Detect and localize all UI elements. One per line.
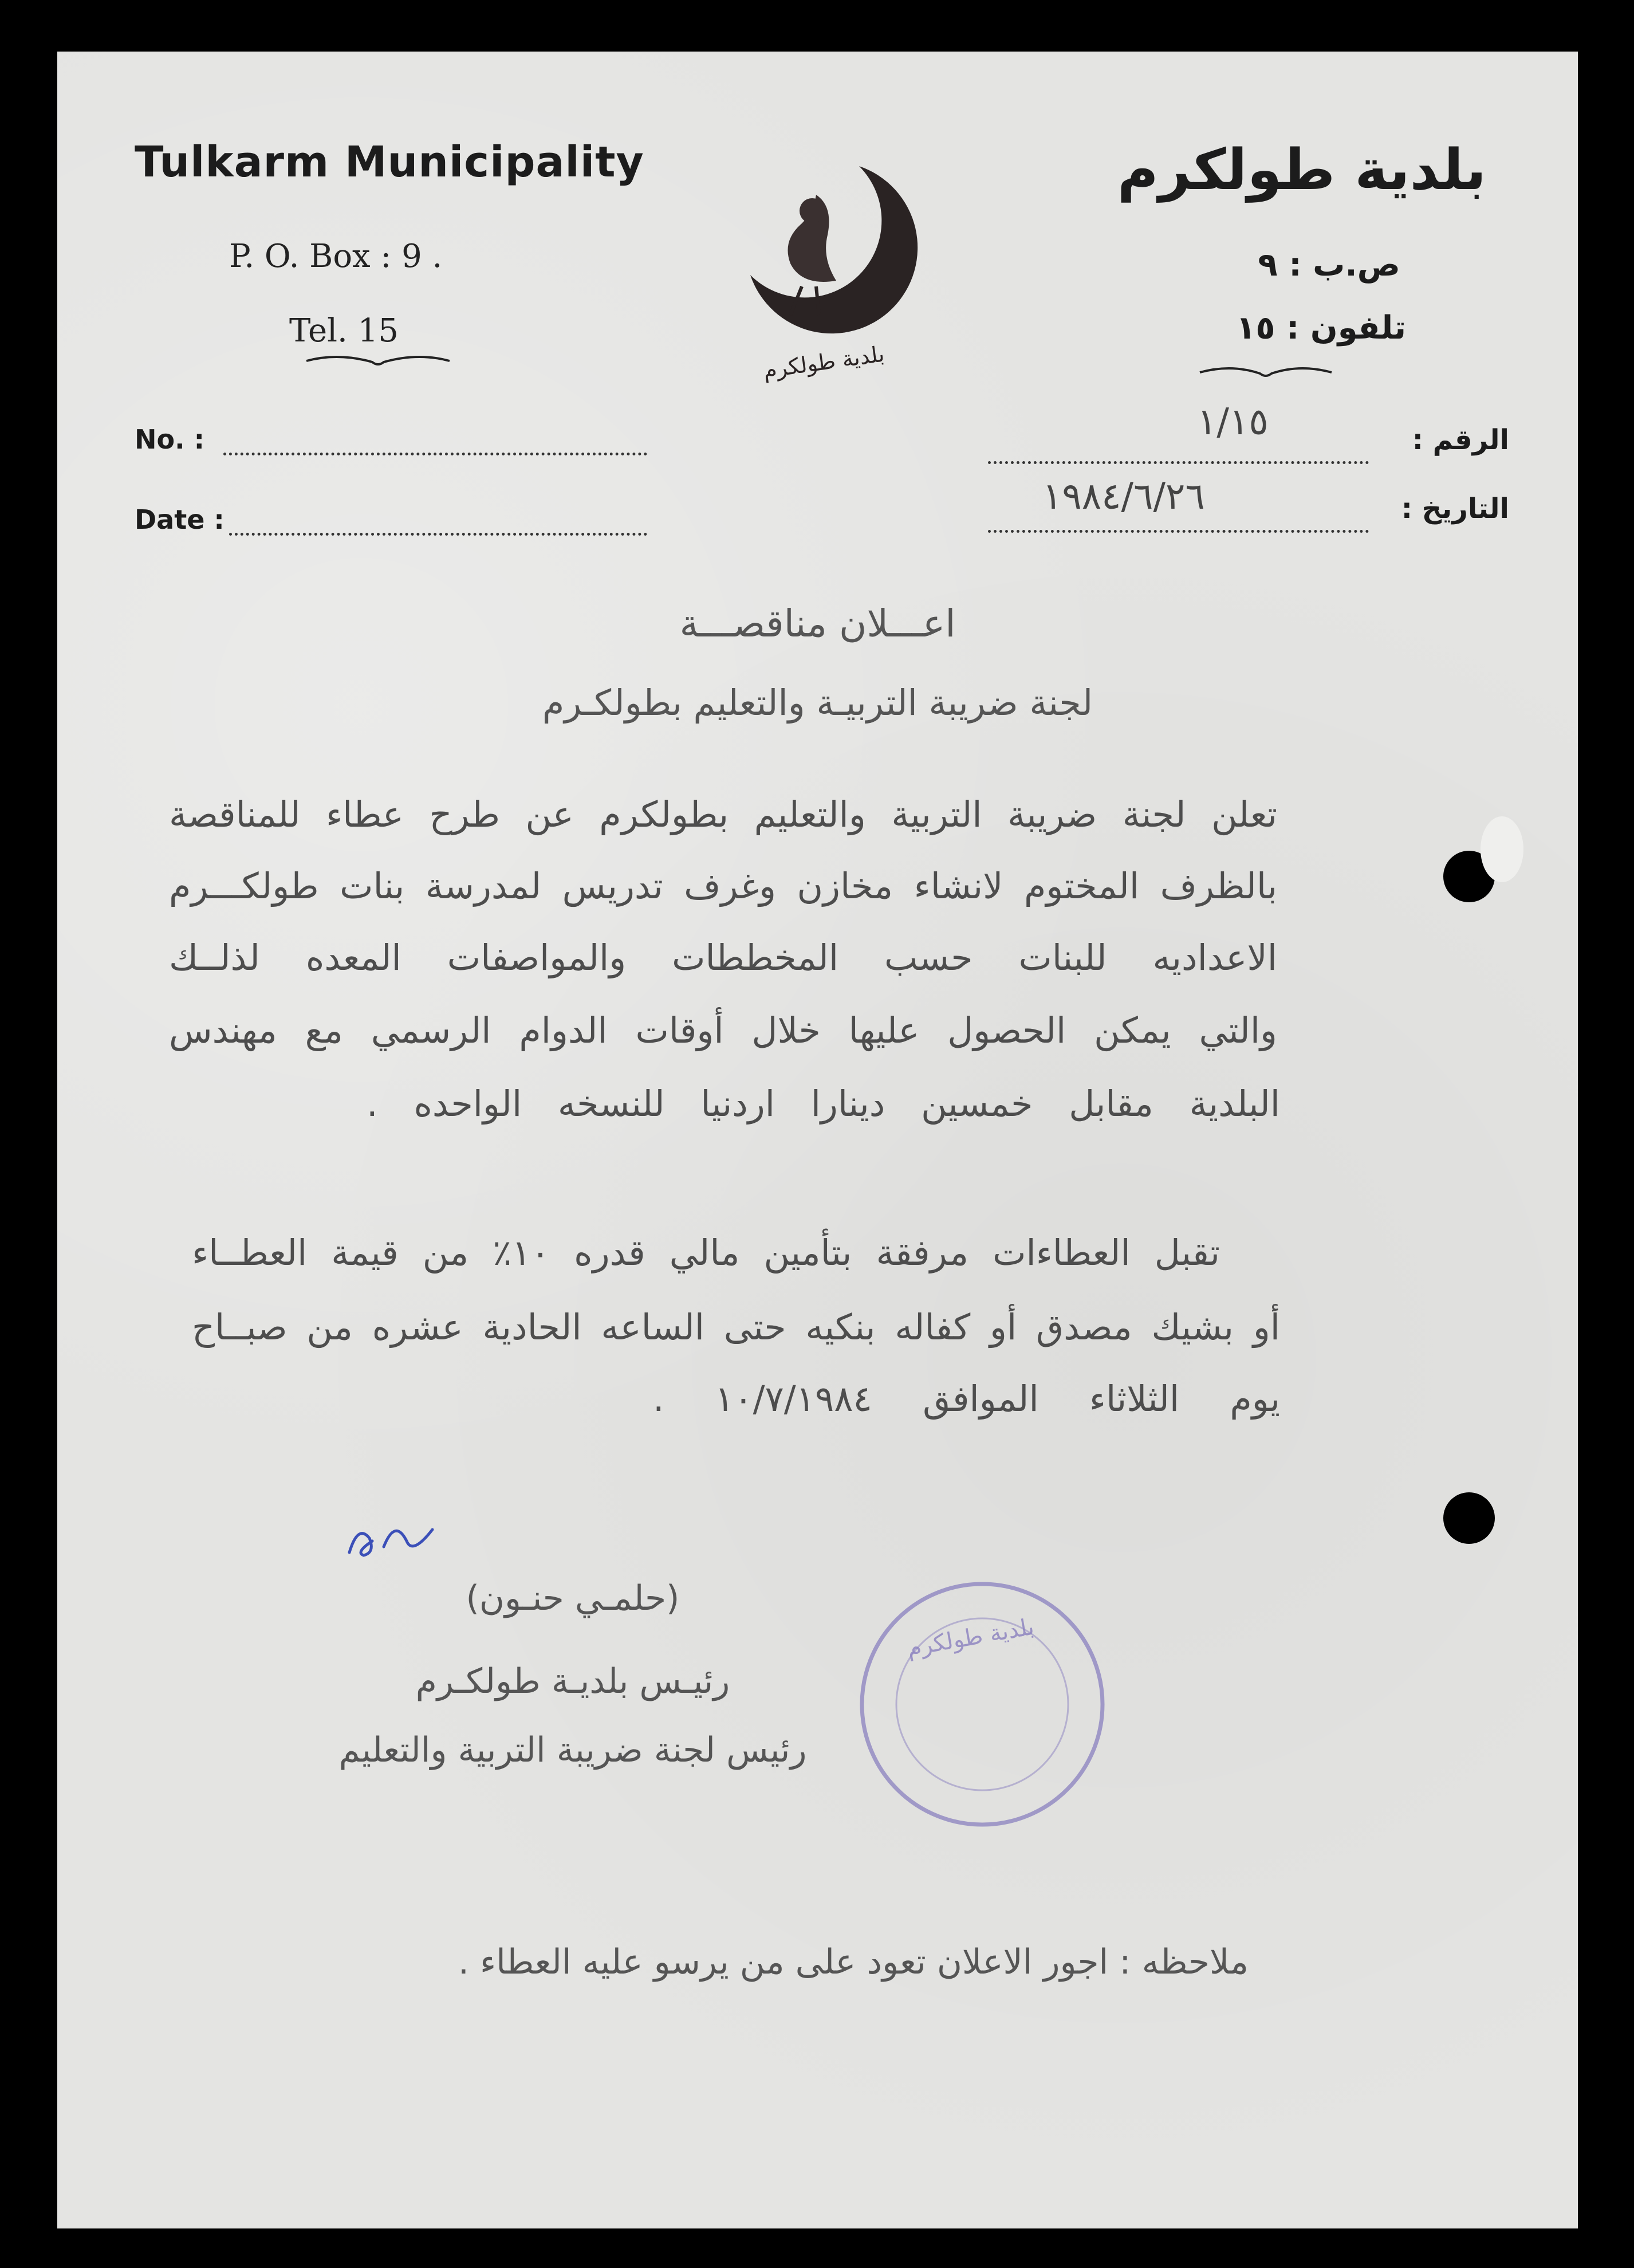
date-line bbox=[229, 533, 647, 536]
arabic-po-box: ص.ب : ٩ bbox=[1258, 246, 1400, 284]
stamp-text: بلدية طولكرم bbox=[905, 1613, 1036, 1662]
arabic-date-label: التاريخ : bbox=[1401, 493, 1509, 525]
arabic-telephone: تلفون : ١٥ bbox=[1236, 309, 1406, 347]
body-line: البلدية مقابل خمسين دينارا اردنيا للنسخه الواحده . bbox=[367, 1083, 1280, 1125]
body-line: الاعداديه للبنات حسب المخططات والمواصفات المعده لذلــك bbox=[169, 937, 1277, 978]
english-telephone: Tel. 15 bbox=[289, 312, 399, 349]
arabic-number-label: الرقم : bbox=[1412, 424, 1509, 456]
arabic-municipality-name: بلدية طولكرم bbox=[1117, 137, 1486, 203]
note: ملاحظه : اجور الاعلان تعود على من يرسو عليه العطاء . bbox=[458, 1942, 1249, 1982]
body-line: تعلن لجنة ضريبة التربية والتعليم بطولكرم عن طرح عطاء للمناقصة bbox=[169, 793, 1277, 835]
letter-date: ١٩٨٤/٦/٢٦ bbox=[1042, 475, 1205, 518]
official-stamp bbox=[848, 1570, 1117, 1839]
logo-text: بلدية طولكرم bbox=[761, 341, 886, 383]
committee-subtitle: لجنة ضريبة التربيـة والتعليم بطولكـرم bbox=[542, 682, 1093, 724]
body-line: والتي يمكن الحصول عليها خلال أوقات الدوام الرسمي مع مهندس bbox=[169, 1009, 1277, 1051]
body-line: تقبل العطاءات مرفقة بتأمين مالي قدره ١٠٪ من قيمة العطــاء bbox=[192, 1232, 1220, 1273]
arabic-date-line bbox=[988, 530, 1369, 533]
signatory-name: (حلمـي حنـون) bbox=[466, 1578, 680, 1618]
signatory-title-committee: رئيس لجنة ضريبة التربية والتعليم bbox=[338, 1730, 807, 1770]
no-label: No. : bbox=[135, 424, 204, 455]
signatory-title-mayor: رئيـس بلديـة طولكـرم bbox=[415, 1661, 730, 1701]
english-municipality-name: Tulkarm Municipality bbox=[135, 137, 644, 187]
english-po-box: P. O. Box : 9 . bbox=[229, 238, 443, 275]
ornament-right bbox=[1197, 361, 1334, 384]
no-line bbox=[223, 453, 647, 455]
reference-number: ١/١٥ bbox=[1197, 401, 1269, 443]
body-line: أو بشيك مصدق أو كفاله بنكيه حتى الساعه الحادية عشره من صبــاح bbox=[192, 1306, 1280, 1348]
date-label: Date : bbox=[135, 504, 225, 535]
body-line: بالظرف المختوم لانشاء مخازن وغرف تدريس لمدرسة بنات طولكـــرم bbox=[169, 865, 1277, 907]
punch-hole-residue bbox=[1481, 816, 1523, 882]
letter-paper bbox=[57, 52, 1578, 2228]
arabic-number-line bbox=[988, 461, 1369, 464]
punch-hole-bottom bbox=[1443, 1492, 1495, 1544]
body-line: يوم الثلاثاء الموافق ١٠/٧/١٩٨٤ . bbox=[653, 1378, 1280, 1420]
handwritten-initials bbox=[338, 1507, 452, 1575]
announcement-title: اعـــلان مناقصـــة bbox=[679, 602, 956, 646]
ornament-left bbox=[304, 349, 452, 372]
municipality-logo bbox=[716, 143, 934, 384]
